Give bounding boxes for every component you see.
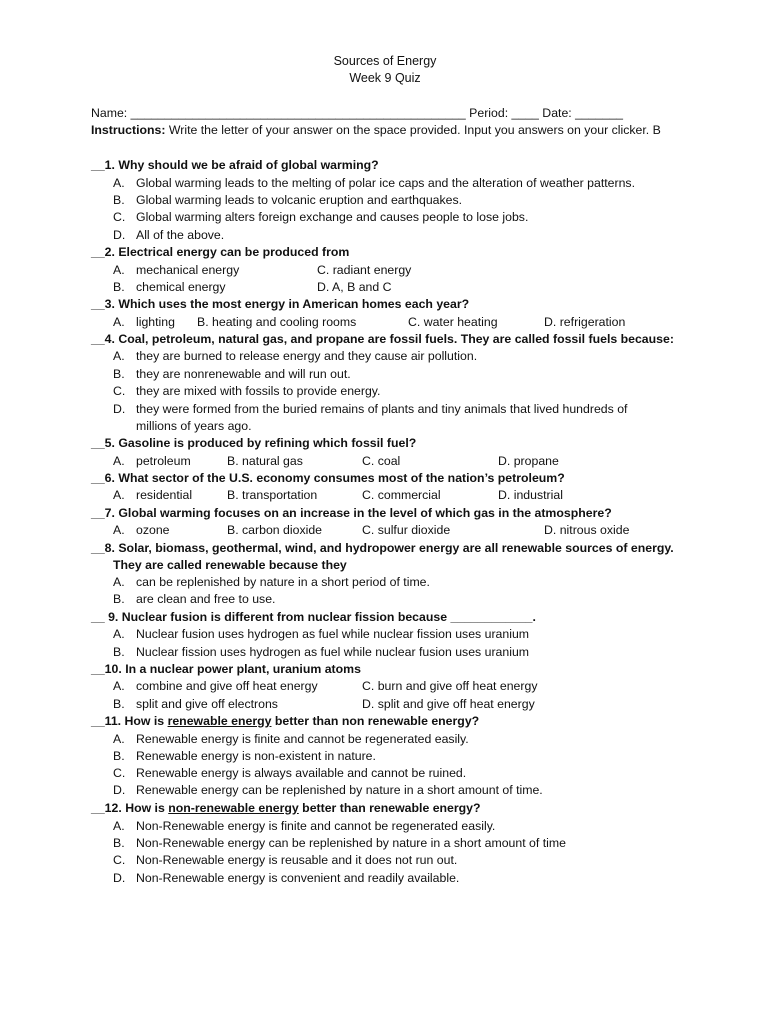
q7-option-a: ozone <box>136 523 170 537</box>
option-letter: B. <box>113 280 125 294</box>
q4-option-d: they were formed from the buried remains of plants and tiny animals that lived hundreds of <box>136 402 628 416</box>
q6-option-a: residential <box>136 488 193 502</box>
question-5: __5. Gasoline is produced by refining which fossil fuel? <box>91 436 417 450</box>
q1-option-d: All of the above. <box>136 228 225 242</box>
question-7: __7. Global warming focuses on an increase in the level of which gas in the atmosphere? <box>91 506 612 520</box>
q3-option-d: D. refrigeration <box>544 315 626 329</box>
question-11-end: better than non renewable energy? <box>271 714 480 728</box>
q3-option-c: C. water heating <box>408 315 498 329</box>
q10-option-d: D. split and give off heat energy <box>362 697 535 711</box>
question-11-start: __11. How is <box>91 714 168 728</box>
q7-option-b: B. carbon dioxide <box>227 523 323 537</box>
q8-option-b: are clean and free to use. <box>136 592 276 606</box>
q6-option-b: B. transportation <box>227 488 318 502</box>
option-letter: D. <box>113 402 126 416</box>
instructions-label: Instructions: <box>91 123 166 137</box>
question-11 <box>91 713 479 729</box>
option-letter: B. <box>113 193 125 207</box>
q2-option-c: C. radiant energy <box>317 263 412 277</box>
option-letter: A. <box>113 679 125 693</box>
q12-option-b: Non-Renewable energy can be replenished by nature in a short amount of time <box>136 836 566 850</box>
option-letter: C. <box>113 766 126 780</box>
question-2: __2. Electrical energy can be produced from <box>91 245 350 259</box>
question-9: __ 9. Nuclear fusion is different from nuclear fission because ____________. <box>91 610 536 624</box>
q11-option-b: Renewable energy is non-existent in nature. <box>136 749 376 763</box>
option-letter: A. <box>113 575 125 589</box>
option-letter: A. <box>113 732 125 746</box>
question-1: __1. Why should we be afraid of global warming? <box>91 158 379 172</box>
instructions-line <box>91 122 661 138</box>
q6-option-d: D. industrial <box>498 488 563 502</box>
q10-option-a: combine and give off heat energy <box>136 679 318 693</box>
question-10: __10. In a nuclear power plant, uranium atoms <box>91 662 361 676</box>
option-letter: A. <box>113 627 125 641</box>
q12-option-c: Non-Renewable energy is reusable and it does not run out. <box>136 853 458 867</box>
option-letter: A. <box>113 315 125 329</box>
q3-option-b: B. heating and cooling rooms <box>197 315 357 329</box>
question-12 <box>91 800 481 816</box>
q10-option-c: C. burn and give off heat energy <box>362 679 538 693</box>
q10-option-b: split and give off electrons <box>136 697 278 711</box>
option-letter: A. <box>113 263 125 277</box>
option-letter: A. <box>113 819 125 833</box>
q4-option-a: they are burned to release energy and they cause air pollution. <box>136 349 478 363</box>
q3-option-a: lighting <box>136 315 175 329</box>
option-letter: A. <box>113 349 125 363</box>
q6-option-c: C. commercial <box>362 488 441 502</box>
q2-option-d: D. A, B and C <box>317 280 392 294</box>
q1-option-b: Global warming leads to volcanic eruption and earthquakes. <box>136 193 463 207</box>
option-letter: B. <box>113 645 125 659</box>
option-letter: D. <box>113 783 126 797</box>
question-4: __4. Coal, petroleum, natural gas, and propane are fossil fuels. They are called fossil fuels because: <box>91 332 674 346</box>
question-12-end: better than renewable energy? <box>298 801 481 815</box>
option-letter: B. <box>113 697 125 711</box>
q8-option-a: can be replenished by nature in a short period of time. <box>136 575 430 589</box>
option-letter: C. <box>113 210 126 224</box>
q7-option-c: C. sulfur dioxide <box>362 523 451 537</box>
option-letter: A. <box>113 176 125 190</box>
document-subtitle: Week 9 Quiz <box>349 71 421 85</box>
option-letter: B. <box>113 367 125 381</box>
option-letter: B. <box>113 836 125 850</box>
instructions-text: Write the letter of your answer on the space provided. Input you answers on your clicker. B <box>165 123 661 137</box>
q2-option-b: chemical energy <box>136 280 226 294</box>
q1-option-a: Global warming leads to the melting of polar ice caps and the alteration of weather patterns. <box>136 176 635 190</box>
name-period-date-line: Name: _________________________________________________ Period: ____ Date: _______ <box>91 106 623 120</box>
q9-option-b: Nuclear fission uses hydrogen as fuel while nuclear fusion uses uranium <box>136 645 530 659</box>
q4-option-b: they are nonrenewable and will run out. <box>136 367 351 381</box>
option-letter: C. <box>113 853 126 867</box>
q11-option-d: Renewable energy can be replenished by nature in a short amount of time. <box>136 783 543 797</box>
question-3: __3. Which uses the most energy in American homes each year? <box>91 297 470 311</box>
q4-option-d-continued: millions of years ago. <box>136 419 252 433</box>
q4-option-c: they are mixed with fossils to provide energy. <box>136 384 381 398</box>
option-letter: D. <box>113 228 126 242</box>
option-letter: B. <box>113 749 125 763</box>
option-letter: C. <box>113 384 126 398</box>
question-11-underlined: renewable energy <box>167 714 272 728</box>
q1-option-c: Global warming alters foreign exchange and causes people to lose jobs. <box>136 210 529 224</box>
q12-option-a: Non-Renewable energy is finite and cannot be regenerated easily. <box>136 819 496 833</box>
q7-option-d: D. nitrous oxide <box>544 523 630 537</box>
option-letter: A. <box>113 523 125 537</box>
option-letter: A. <box>113 454 125 468</box>
q9-option-a: Nuclear fusion uses hydrogen as fuel while nuclear fission uses uranium <box>136 627 530 641</box>
question-12-underlined: non-renewable energy <box>168 801 299 815</box>
q5-option-c: C. coal <box>362 454 401 468</box>
q2-option-a: mechanical energy <box>136 263 240 277</box>
q5-option-b: B. natural gas <box>227 454 303 468</box>
option-letter: A. <box>113 488 125 502</box>
q12-option-d: Non-Renewable energy is convenient and readily available. <box>136 871 460 885</box>
question-8: __8. Solar, biomass, geothermal, wind, and hydropower energy are all renewable sources of energy. <box>91 541 674 555</box>
q11-option-a: Renewable energy is finite and cannot be regenerated easily. <box>136 732 469 746</box>
option-letter: D. <box>113 871 126 885</box>
document-title: Sources of Energy <box>333 54 437 68</box>
question-8-continued: They are called renewable because they <box>113 558 347 572</box>
q11-option-c: Renewable energy is always available and cannot be ruined. <box>136 766 467 780</box>
q5-option-d: D. propane <box>498 454 559 468</box>
question-6: __6. What sector of the U.S. economy consumes most of the nation’s petroleum? <box>91 471 565 485</box>
q5-option-a: petroleum <box>136 454 191 468</box>
question-12-start: __12. How is <box>91 801 169 815</box>
option-letter: B. <box>113 592 125 606</box>
